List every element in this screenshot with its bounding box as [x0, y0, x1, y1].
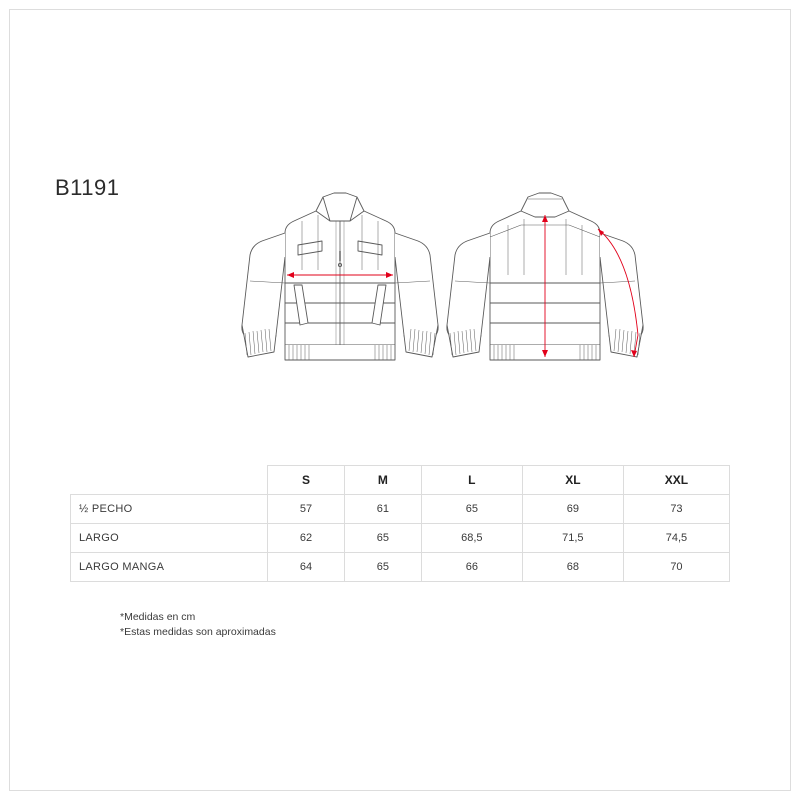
length-m: 65 [344, 524, 421, 553]
document-sheet [9, 9, 791, 791]
measure-label-chest: ½ PECHO [71, 495, 268, 524]
footnote-units: *Medidas en cm [120, 611, 196, 623]
size-header-xxl: XXL [623, 466, 729, 495]
table-header-row [71, 466, 730, 495]
length-xxl: 74,5 [623, 524, 729, 553]
length-xl: 71,5 [522, 524, 623, 553]
sleeve-xxl: 70 [623, 553, 729, 582]
measure-label-sleeve: LARGO MANGA [71, 553, 268, 582]
table-row [71, 553, 730, 582]
size-header-l: L [421, 466, 522, 495]
size-header-xl: XL [522, 466, 623, 495]
chest-l: 65 [421, 495, 522, 524]
size-header-m: M [344, 466, 421, 495]
chest-m: 61 [344, 495, 421, 524]
length-l: 68,5 [421, 524, 522, 553]
size-chart-table [70, 465, 730, 582]
table-corner-cell [71, 466, 268, 495]
jacket-technical-drawing [190, 185, 670, 445]
sleeve-s: 64 [268, 553, 345, 582]
size-header-s: S [268, 466, 345, 495]
chest-xl: 69 [522, 495, 623, 524]
footnote-approx: *Estas medidas son aproximadas [120, 626, 276, 638]
chest-xxl: 73 [623, 495, 729, 524]
chest-s: 57 [268, 495, 345, 524]
length-s: 62 [268, 524, 345, 553]
sleeve-l: 66 [421, 553, 522, 582]
measure-label-length: LARGO [71, 524, 268, 553]
footnotes [120, 610, 276, 640]
sleeve-xl: 68 [522, 553, 623, 582]
page-title: B1191 [55, 175, 120, 200]
table-row [71, 524, 730, 553]
table-row [71, 495, 730, 524]
sleeve-m: 65 [344, 553, 421, 582]
jacket-front-view [242, 193, 438, 360]
